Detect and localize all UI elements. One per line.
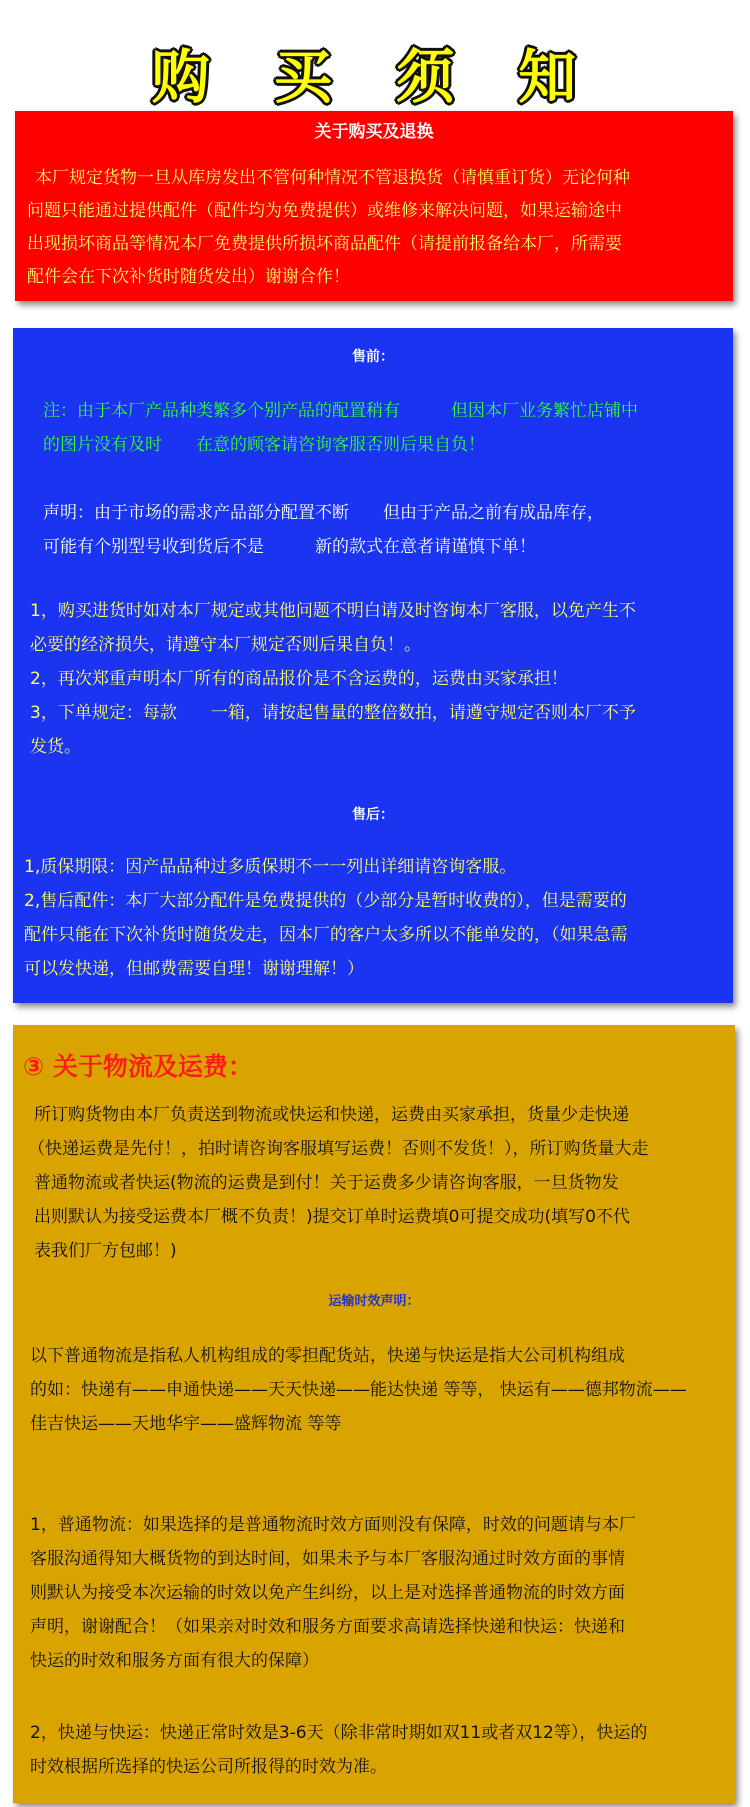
logistics-p1-line: 客服沟通得知大概货物的到达时间，如果未予与本厂客服沟通过时效方面的事情 (30, 1549, 625, 1569)
presale-rule-line: 2，再次郑重声明本厂所有的商品报价是不含运费的，运费由买家承担！ (30, 669, 568, 689)
page-title: 购 买 须 知 (151, 43, 599, 111)
aftersale-heading: 售后： (352, 807, 394, 823)
logistics-intro-line: 表我们厂方包邮！) (34, 1241, 177, 1261)
section1-line: 问题只能通过提供配件（配件均为免费提供）或维修来解决问题，如果运输途中 (27, 201, 622, 221)
logistics-p1-line: 1，普通物流：如果选择的是普通物流时效方面则没有保障，时效的问题请与本厂 (30, 1515, 636, 1535)
logistics-intro-line: 所订购货物由本厂负责送到物流或快运和快递，运费由买家承担，货量少走快递 (34, 1105, 629, 1125)
logistics-section (13, 1025, 735, 1803)
section1-heading: 关于购买及退换 (314, 122, 434, 142)
section1-line: 配件会在下次补货时随货发出）谢谢合作！ (27, 267, 350, 287)
section1-line: 出现损坏商品等情况本厂免费提供所损坏商品配件（请提前报备给本厂，所需要 (27, 234, 622, 254)
presale-aftersale-section (13, 328, 733, 1003)
logistics-def-line: 以下普通物流是指私人机构组成的零担配货站，快递与快运是指大公司机构组成 (30, 1346, 625, 1366)
logistics-p2-line: 2，快递与快运：快递正常时效是3-6天（除非常时期如双11或者双12等），快运的 (30, 1723, 648, 1743)
presale-rule-line: 发货。 (30, 737, 81, 757)
presale-note-line: 的图片没有及时 在意的顾客请咨询客服否则后果自负！ (43, 435, 485, 455)
aftersale-line: 2,售后配件：本厂大部分配件是免费提供的（少部分是暂时收费的），但是需要的 (24, 891, 627, 911)
presale-rule-line: 必要的经济损失，请遵守本厂规定否则后果自负！。 (30, 635, 421, 655)
logistics-heading: ③ 关于物流及运费： (23, 1052, 253, 1081)
presale-rule-line: 3，下单规定：每款 一箱，请按起售量的整倍数拍，请遵守规定否则本厂不予 (30, 703, 636, 723)
presale-note-line: 注：由于本厂产品种类繁多个别产品的配置稍有 但因本厂业务繁忙店铺中 (43, 401, 638, 421)
logistics-def-line: 的如：快递有——申通快递——天天快递——能达快递 等等， 快运有——德邦物流—— (30, 1380, 687, 1400)
logistics-def-line: 佳吉快运——天地华宇——盛辉物流 等等 (30, 1414, 342, 1434)
logistics-p1-line: 声明，谢谢配合！（如果亲对时效和服务方面要求高请选择快递和快运：快递和 (30, 1617, 625, 1637)
logistics-p1-line: 则默认为接受本次运输的时效以免产生纠纷，以上是对选择普通物流的时效方面 (30, 1583, 625, 1603)
logistics-intro-line: 普通物流或者快运(物流的运费是到付！关于运费多少请咨询客服，一旦货物发 (34, 1173, 619, 1193)
logistics-p2-line: 时效根据所选择的快运公司所报得的时效为准。 (30, 1757, 387, 1777)
section1-line: 本厂规定货物一旦从库房发出不管何种情况不管退换货（请慎重订货）无论何种 (35, 168, 630, 188)
presale-statement-line: 声明：由于市场的需求产品部分配置不断 但由于产品之前有成品库存， (43, 503, 604, 523)
logistics-intro-line: 出则默认为接受运费本厂概不负责！)提交订单时运费填0可提交成功(填写0不代 (34, 1207, 630, 1227)
aftersale-line: 配件只能在下次补货时随货发走，因本厂的客户太多所以不能单发的，（如果急需 (24, 925, 628, 945)
presale-rule-line: 1，购买进货时如对本厂规定或其他问题不明白请及时咨询本厂客服，以免产生不 (30, 601, 636, 621)
presale-heading: 售前： (352, 349, 394, 365)
logistics-p1-line: 快运的时效和服务方面有很大的保障） (30, 1651, 319, 1671)
purchase-return-section (15, 111, 733, 301)
transport-timeliness-heading: 运输时效声明： (328, 1294, 420, 1309)
aftersale-line: 1,质保期限：因产品品种过多质保期不一一列出详细请咨询客服。 (24, 857, 517, 877)
logistics-intro-line: （快递运费是先付！，拍时请咨询客服填写运费！否则不发货！），所订购货量大走 (28, 1139, 649, 1159)
presale-statement-line: 可能有个别型号收到货后不是 新的款式在意者请谨慎下单！ (43, 537, 536, 557)
aftersale-line: 可以发快递，但邮费需要自理！谢谢理解！） (24, 959, 364, 979)
